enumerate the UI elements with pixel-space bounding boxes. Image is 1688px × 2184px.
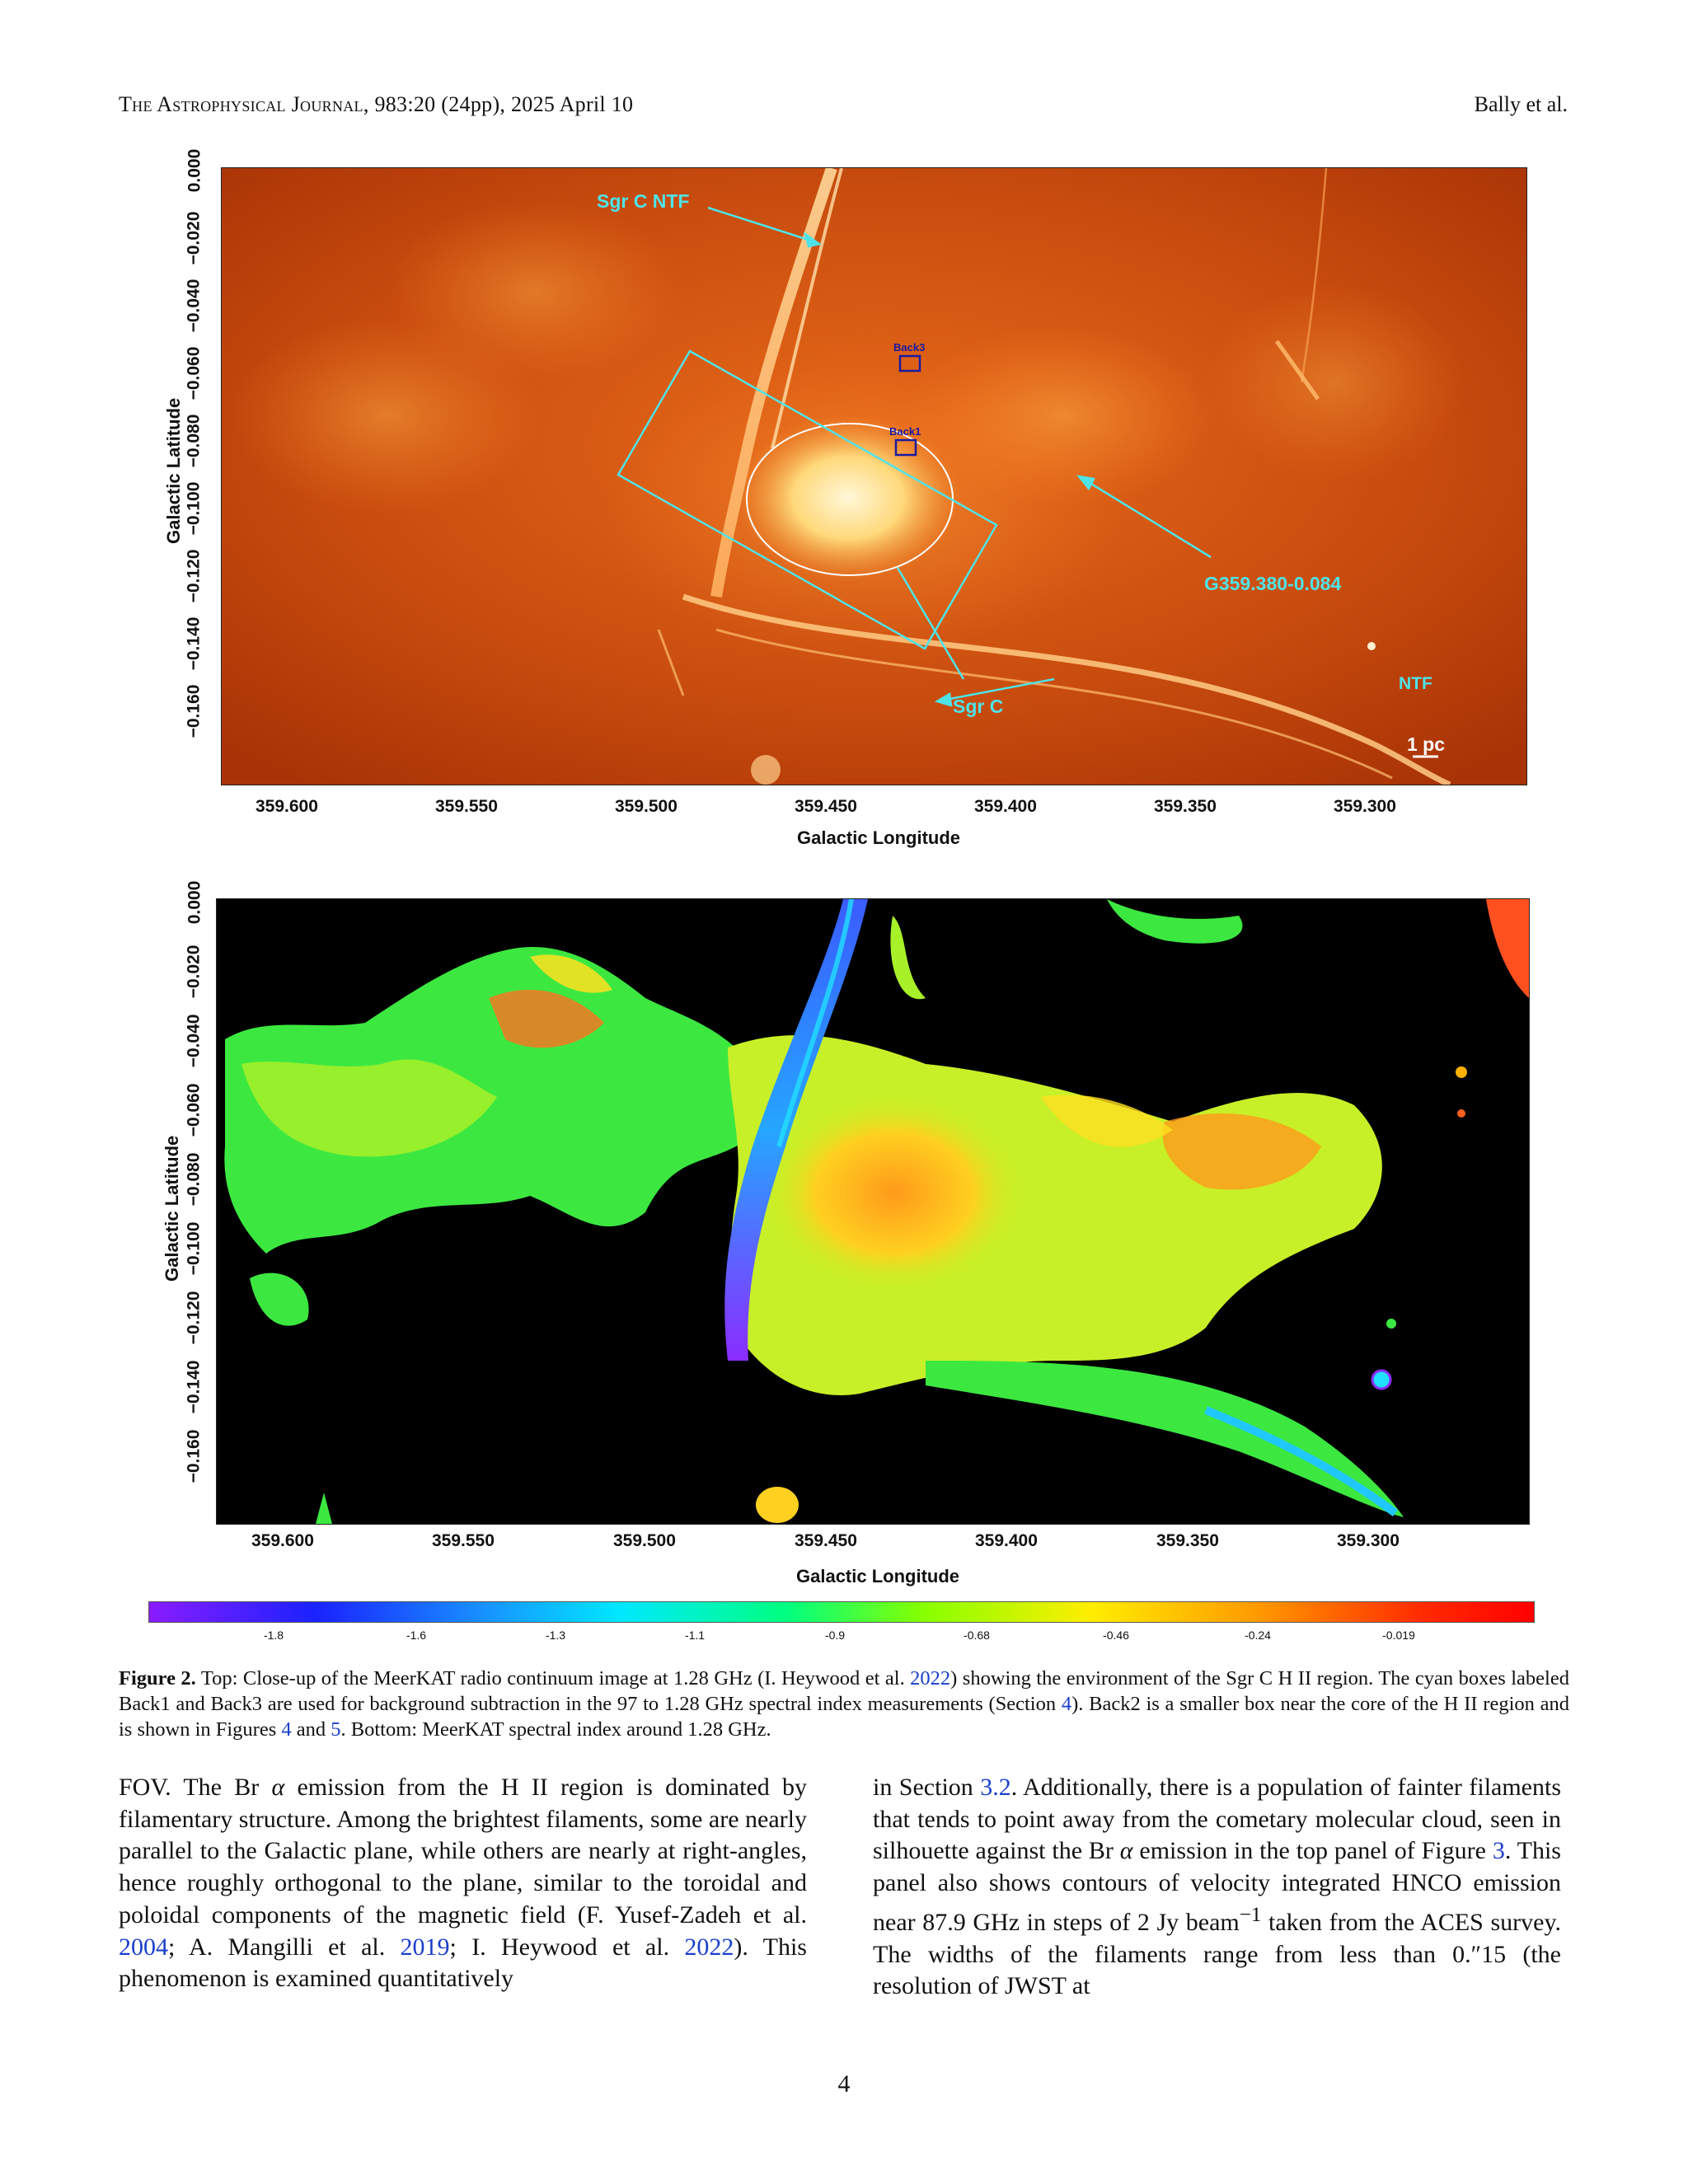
body-text: . Additionally, there is a population of fainter filaments that tends to point away from the cometary molecular cloud, seen in silhouette against the Br: [873, 1774, 1561, 1865]
bottom-ytick: −0.080: [184, 1152, 204, 1207]
running-header-authors: Bally et al.: [1474, 92, 1568, 116]
top-xtick: 359.550: [435, 797, 498, 816]
roman-numeral: II: [531, 1774, 548, 1801]
spectral-index-map: [216, 898, 1530, 1525]
top-xtick: 359.350: [1154, 797, 1217, 816]
roman-numeral: II: [1464, 1693, 1478, 1715]
point-source-index: [1457, 1109, 1465, 1118]
colorbar-tick: -1.3: [545, 1629, 566, 1642]
spectral-patch: [756, 1487, 799, 1523]
caption-text: . Bottom: MeerKAT spectral index around 1.28 GHz.: [340, 1718, 771, 1741]
point-source-index: [1372, 1371, 1390, 1389]
top-xtick: 359.300: [1334, 797, 1396, 816]
top-ytick: −0.040: [184, 279, 204, 333]
bottom-ytick: −0.160: [184, 1429, 204, 1483]
caption-text: Top: Close-up of the MeerKAT radio continuum image at 1.28 GHz (I. Heywood et al.: [195, 1667, 911, 1690]
spectral-index-colorbar: [148, 1601, 1535, 1623]
ntf-label: NTF: [1399, 674, 1432, 693]
radio-continuum-image: [221, 167, 1527, 785]
journal-name: The Astrophysical Journal: [119, 92, 363, 116]
sgrc-label: Sgr C: [953, 696, 1004, 717]
citation-link[interactable]: 2019: [400, 1933, 450, 1961]
body-text: taken from the ACES survey. The widths of the filaments range from less than 0.″15 (the resolution of JWST at: [873, 1908, 1562, 2000]
citation-link[interactable]: 2004: [119, 1933, 168, 1961]
body-column-left: [119, 1772, 807, 1995]
alpha-symbol: α: [1119, 1837, 1133, 1865]
figure-label: Figure 2.: [119, 1667, 196, 1690]
top-xtick: 359.500: [615, 797, 678, 816]
bottom-x-axis-label: Galactic Longitude: [796, 1566, 960, 1586]
section-link[interactable]: 3.2: [980, 1774, 1011, 1801]
colorbar-tick: -1.1: [684, 1629, 706, 1642]
bottom-y-axis-label: Galactic Latitude: [162, 1135, 182, 1282]
top-xtick: 359.600: [256, 797, 318, 816]
back1-label: Back1: [889, 425, 921, 438]
top-ytick: −0.120: [184, 549, 204, 603]
bottom-ytick: −0.100: [184, 1221, 204, 1276]
spectral-index-svg: [217, 899, 1529, 1524]
top-ytick: −0.100: [184, 481, 204, 536]
bottom-xtick: 359.600: [251, 1531, 314, 1550]
caption-text: region and is shown in Figures: [119, 1693, 1569, 1741]
colorbar-tick: -0.019: [1382, 1629, 1415, 1642]
point-source: [1367, 642, 1376, 650]
journal-citation: , 983:20 (24pp), 2025 April 10: [363, 92, 634, 116]
body-text: emission in the top panel of Figure: [1132, 1837, 1493, 1865]
top-ytick: −0.160: [184, 684, 204, 738]
body-text: ). This phenomenon is examined quantitatively: [119, 1933, 807, 1993]
colorbar-tick: -0.46: [1103, 1629, 1129, 1642]
body-text: . This panel also shows contours of velocity integrated HNCO emission near 87.9 GHz in steps of 2 Jy beam: [873, 1837, 1561, 1936]
body-text: region is dominated by filamentary structure. Among the brightest filaments, some are nearly parallel to the Galactic plane, while others are nearly at right-angles, hence roughly orthogonal to the plane, similar to the toroidal and poloidal components of the magnetic field (F. Yusef-Zadeh et al.: [119, 1774, 807, 1929]
caption-text: ). Back2 is a smaller box near the core of the H: [1071, 1693, 1465, 1715]
running-header-journal: [119, 92, 633, 117]
body-text: ; A. Mangilli et al.: [168, 1933, 401, 1961]
bottom-ytick: −0.120: [184, 1291, 204, 1345]
hii-core-index: [763, 1093, 1025, 1292]
g359-label: G359.380-0.084: [1204, 573, 1342, 594]
superscript: −1: [1239, 1903, 1262, 1926]
emission-cloud: [1203, 284, 1466, 481]
colorbar-tick: -0.68: [964, 1629, 990, 1642]
caption-text: ) showing the environment of the Sgr C H: [950, 1667, 1298, 1690]
colorbar-tick: -1.8: [263, 1629, 284, 1642]
bottom-xtick: 359.300: [1337, 1531, 1400, 1550]
sgrc-ntf-label: Sgr C NTF: [597, 190, 690, 212]
body-column-right: [873, 1772, 1561, 2003]
citation-link[interactable]: 2022: [910, 1667, 951, 1690]
top-ytick: −0.080: [184, 414, 204, 468]
body-text: emission from the H: [284, 1774, 532, 1801]
figure-link[interactable]: 3: [1492, 1837, 1505, 1865]
page-number: 4: [837, 2070, 851, 2097]
top-ytick: −0.140: [184, 616, 204, 671]
caption-text: and: [291, 1718, 331, 1741]
top-y-axis-label: Galactic Latitude: [163, 397, 184, 544]
bottom-ytick: −0.020: [184, 944, 204, 999]
figure-caption: [119, 1666, 1569, 1742]
body-text: FOV. The Br: [119, 1774, 272, 1801]
figure-link[interactable]: 5: [331, 1718, 341, 1741]
top-xtick: 359.450: [795, 797, 857, 816]
body-text: in Section: [873, 1774, 981, 1801]
colorbar-tick: -0.9: [824, 1629, 846, 1642]
figure-link[interactable]: 4: [281, 1718, 292, 1741]
scale-bar-label: 1 pc: [1407, 733, 1446, 755]
top-ytick: −0.020: [184, 211, 204, 265]
colorbar-tick: -0.24: [1245, 1629, 1271, 1642]
bottom-xtick: 359.400: [975, 1531, 1038, 1550]
citation-link[interactable]: 2022: [684, 1933, 734, 1961]
top-ytick: −0.060: [184, 346, 204, 401]
bottom-ytick: −0.060: [184, 1083, 204, 1137]
bottom-xtick: 359.500: [613, 1531, 676, 1550]
point-source-index: [1456, 1066, 1467, 1078]
bottom-xtick: 359.550: [432, 1531, 495, 1550]
alpha-symbol: α: [271, 1774, 285, 1801]
point-source: [751, 755, 781, 785]
point-source-index: [1386, 1319, 1396, 1329]
section-link[interactable]: 4: [1061, 1693, 1072, 1715]
radio-continuum-svg: [222, 168, 1526, 785]
back3-label: Back3: [893, 341, 926, 354]
body-text: ; I. Heywood et al.: [449, 1933, 685, 1961]
roman-numeral: II: [1297, 1667, 1312, 1690]
bottom-xtick: 359.350: [1156, 1531, 1219, 1550]
bottom-xtick: 359.450: [795, 1531, 857, 1550]
bottom-ytick: −0.040: [184, 1014, 204, 1068]
emission-cloud: [387, 201, 683, 382]
top-x-axis-label: Galactic Longitude: [797, 827, 961, 848]
bottom-ytick: 0.000: [185, 880, 204, 925]
top-xtick: 359.400: [974, 797, 1037, 816]
bottom-ytick: −0.140: [184, 1360, 204, 1414]
caption-text: region. The cyan boxes labeled Back1 and Back3 are used for background subtraction in the 97 to 1.28 GHz spectral index measurements (Section: [119, 1667, 1569, 1715]
top-ytick: 0.000: [185, 148, 204, 193]
colorbar-tick: -1.6: [406, 1629, 427, 1642]
